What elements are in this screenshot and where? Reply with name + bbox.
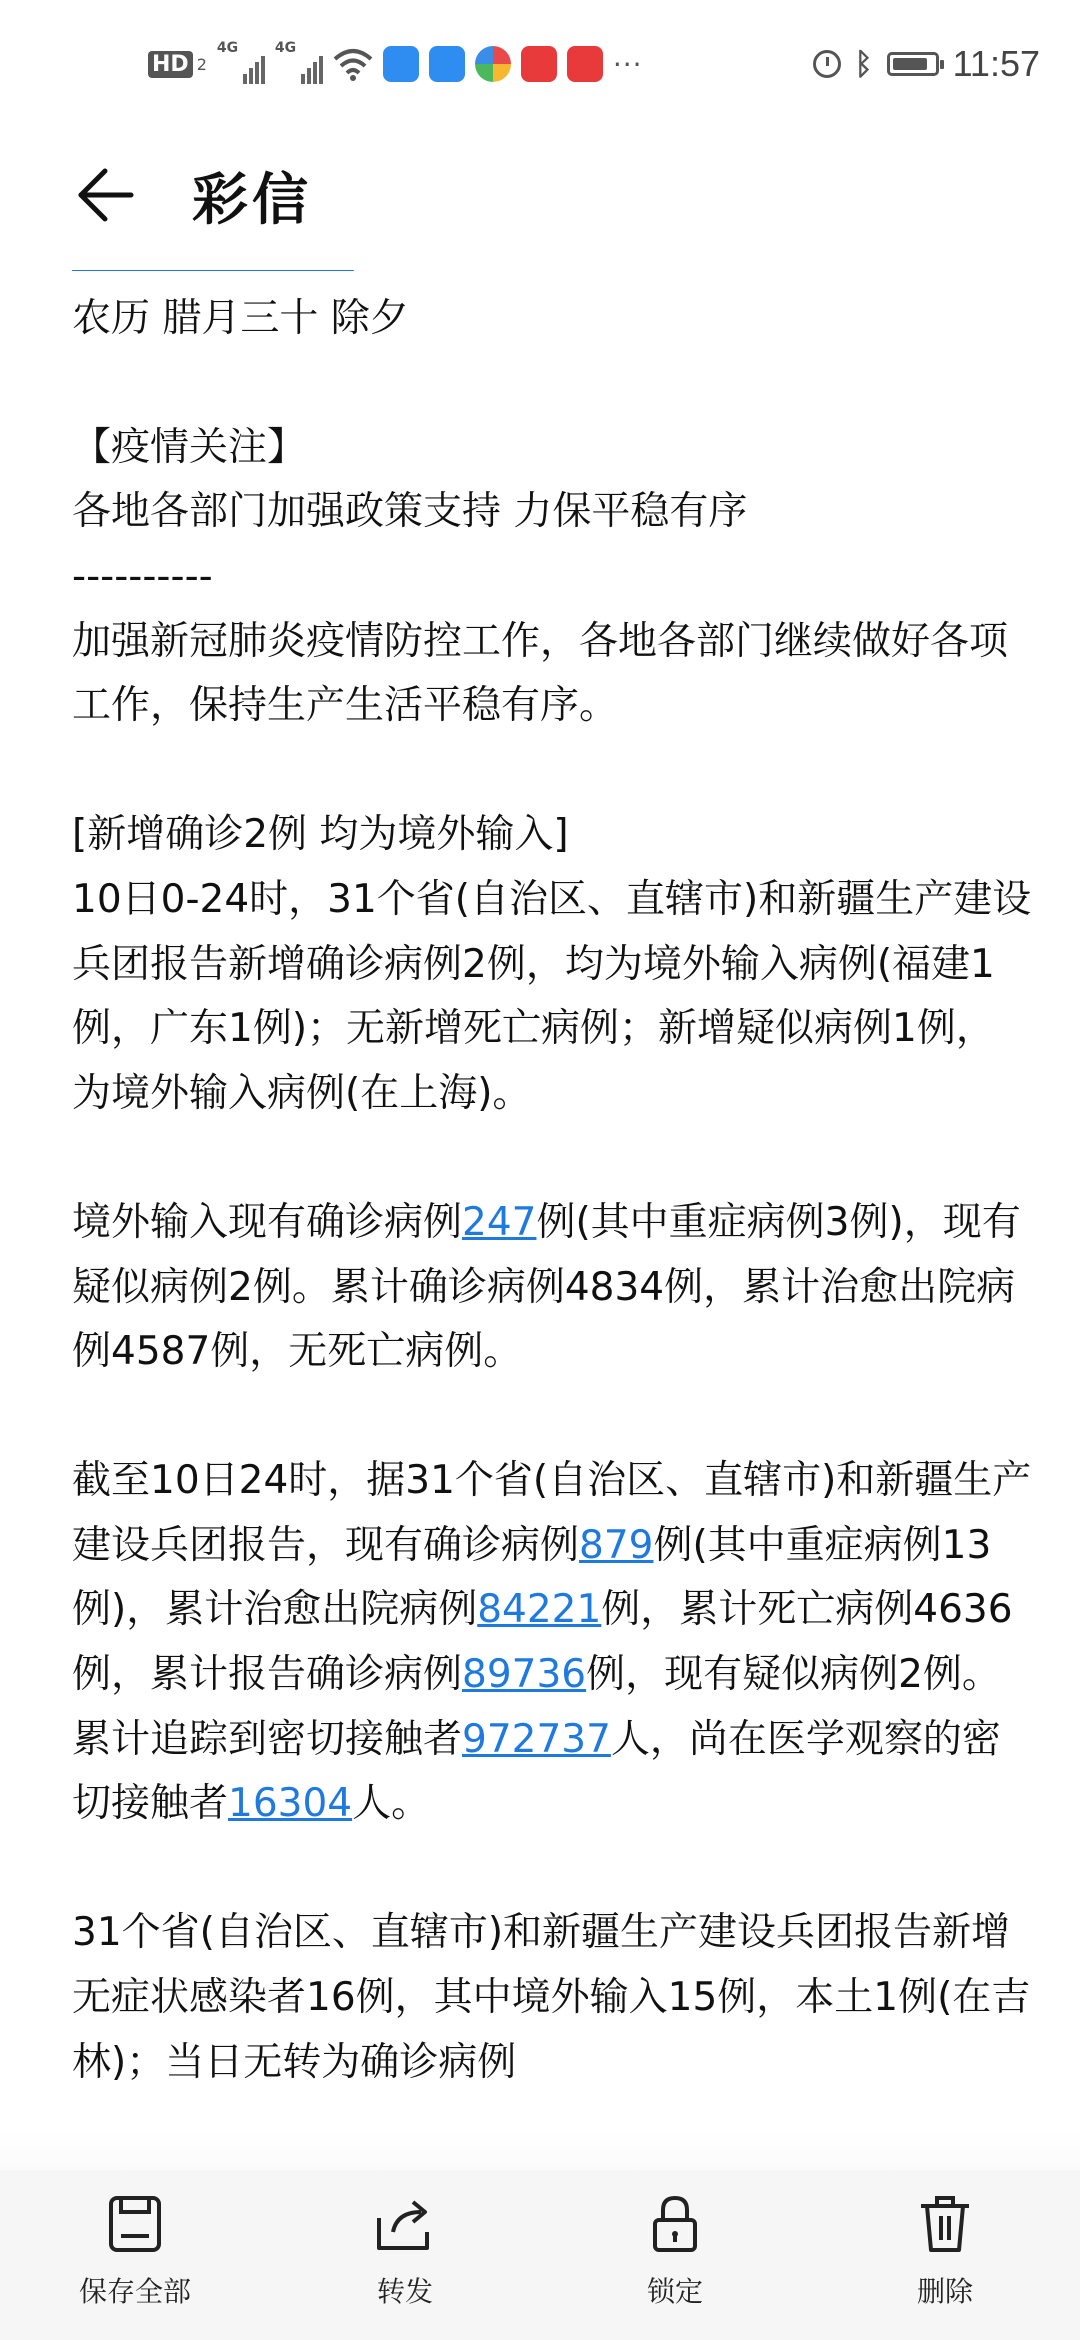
more-notifications-icon: ··· — [612, 47, 643, 81]
page-title: 彩信 — [192, 168, 312, 233]
battery-icon — [887, 52, 939, 76]
number-link-84221[interactable]: 84221 — [477, 1587, 602, 1633]
section2-title: [新增确诊2例 均为境外输入] — [72, 812, 569, 858]
notification-app-icon-2 — [429, 46, 465, 82]
section2-body: 10日0-24时，31个省(自治区、直辖市)和新疆生产建设兵团报告新增确诊病例2例，均为境外输入病例(福建1例，广东1例)；无新增死亡病例；新增疑似病例1例，为境外输入病例(在上海)。 — [72, 876, 1032, 1116]
imported-cases-paragraph: 境外输入现有确诊病例247例(其中重症病例3例)，现有疑似病例2例。累计确诊病例4834例，累计治愈出院病例4587例，无死亡病例。 — [72, 1199, 1021, 1375]
section1-subtitle: 各地各部门加强政策支持 力保平稳有序 — [72, 489, 748, 535]
section1-body: 加强新冠肺炎疫情防控工作，各地各部门继续做好各项工作，保持生产生活平稳有序。 — [72, 618, 1009, 729]
wifi-icon — [333, 47, 373, 81]
signal-icon-sim1: 4G — [217, 44, 265, 84]
number-link-16304[interactable]: 16304 — [228, 1781, 353, 1827]
forward-label: 转发 — [376, 2275, 433, 2308]
number-link-247[interactable]: 247 — [462, 1199, 537, 1245]
bottom-toolbar — [0, 2170, 1080, 2340]
notification-app-icon-4 — [521, 46, 557, 82]
title-bar — [0, 120, 1080, 270]
number-link-972737[interactable]: 972737 — [462, 1716, 611, 1762]
lock-icon — [639, 2188, 711, 2260]
lunar-date: 农历 腊月三十 除夕 — [72, 295, 409, 341]
status-icons-right — [813, 40, 1040, 88]
lock-label: 锁定 — [646, 2275, 703, 2308]
alarm-icon — [813, 50, 841, 78]
arrow-left-icon — [75, 167, 135, 223]
delete-button[interactable] — [845, 2170, 1045, 2310]
forward-button[interactable] — [305, 2170, 505, 2310]
message-body — [72, 244, 1032, 2095]
battery-level — [893, 58, 927, 70]
divider-text: ---------- — [72, 553, 213, 599]
delete-label: 删除 — [916, 2275, 973, 2308]
forward-icon — [369, 2188, 441, 2260]
save-all-button[interactable] — [35, 2170, 235, 2310]
status-bar — [0, 0, 1080, 120]
notification-app-icon-1 — [383, 46, 419, 82]
save-icon — [99, 2188, 171, 2260]
hd-voice-icon: HD — [148, 51, 193, 78]
back-button[interactable] — [60, 160, 150, 230]
clock-time: 11:57 — [952, 43, 1040, 84]
section1-title: 【疫情关注】 — [72, 424, 307, 470]
bluetooth-icon: ᛒ — [854, 46, 873, 82]
signal-icon-sim2: 4G — [275, 44, 323, 84]
notification-app-icon-5 — [567, 46, 603, 82]
save-all-label: 保存全部 — [78, 2275, 191, 2308]
number-link-879[interactable]: 879 — [579, 1522, 654, 1568]
lock-button[interactable] — [575, 2170, 775, 2310]
trash-icon — [909, 2188, 981, 2260]
notification-app-icon-3 — [475, 46, 511, 82]
number-link-89736[interactable]: 89736 — [462, 1652, 587, 1698]
status-icons-left — [148, 40, 643, 84]
toolbar-fade — [0, 2130, 1080, 2170]
hd-voice-sub: 2 — [196, 54, 207, 74]
asymptomatic-paragraph: 31个省(自治区、直辖市)和新疆生产建设兵团报告新增无症状感染者16例，其中境外输入15例，本土1例(在吉林)；当日无转为确诊病例 — [72, 1910, 1031, 2085]
cumulative-paragraph: 截至10日24时，据31个省(自治区、直辖市)和新疆生产建设兵团报告，现有确诊病例879例(其中重症病例13例)，累计治愈出院病例84221例，累计死亡病例4636例，累计报告确诊病例89736例，现有疑似病例2例。累计追踪到密切接触者972737人，尚在医学观察的密切接触者16304人。 — [72, 1458, 1032, 1827]
